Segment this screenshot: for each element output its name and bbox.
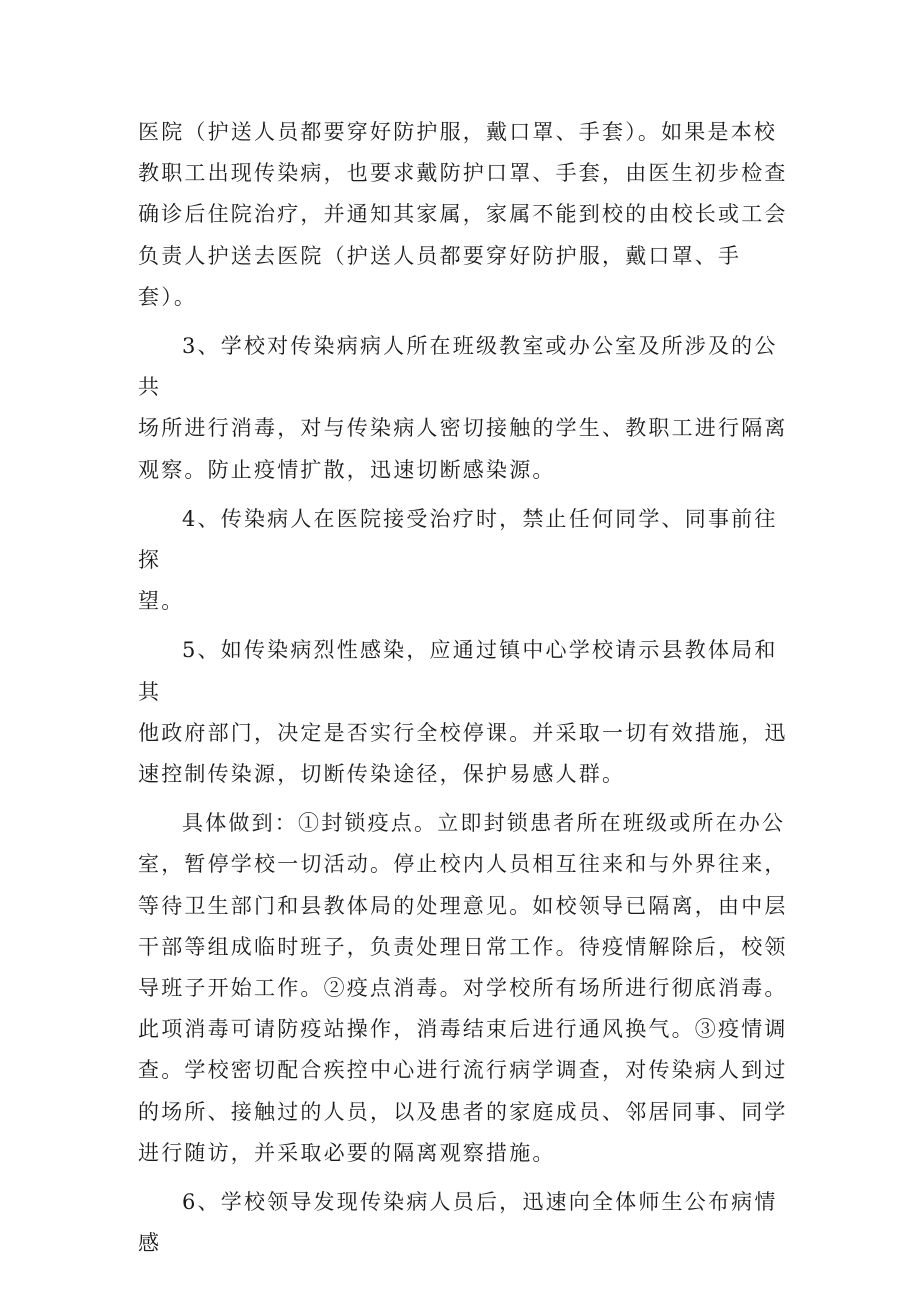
text-line: 确诊后住院治疗，并通知其家属，家属不能到校的由校长或工会 (138, 202, 788, 227)
paragraph-specific-measures (138, 803, 798, 1174)
text-line: 3、学校对传染病病人所在班级教室或办公室及所涉及的公共 (138, 334, 778, 400)
text-line: 他政府部门，决定是否实行全校停课。并采取一切有效措施，迅 (138, 720, 788, 745)
text-line: 4、传染病人在医院接受治疗时，禁止任何同学、同事前往探 (138, 506, 778, 573)
text-line: 场所进行消毒，对与传染病人密切接触的学生、教职工进行隔离 (138, 416, 788, 441)
text-line: 室，暂停学校一切活动。停止校内人员相互往来和与外界往来， (138, 852, 788, 877)
text-line: 观察。防止疫情扩散，迅速切断感染源。 (138, 457, 556, 482)
text-line: 查。学校密切配合疾控中心进行流行病学调查，对传染病人到过 (138, 1058, 788, 1083)
text-line: 的场所、接触过的人员，以及患者的家庭成员、邻居同事、同学 (138, 1099, 788, 1124)
paragraph-item-5 (138, 630, 798, 795)
text-line: 具体做到：①封锁疫点。立即封锁患者所在班级或所在办公 (182, 811, 786, 836)
text-line: 望。 (138, 589, 185, 614)
text-line: 干部等组成临时班子，负责处理日常工作。待疫情解除后，校领 (138, 934, 788, 959)
text-line: 速控制传染源，切断传染途径，保护易感人群。 (138, 762, 626, 787)
paragraph-item-4 (138, 499, 798, 623)
text-line: 负责人护送去医院（护送人员都要穿好防护服，戴口罩、手套）。 (138, 243, 742, 309)
text-line: 等待卫生部门和县教体局的处理意见。如校领导已隔离，由中层 (138, 893, 788, 918)
text-line: 6、学校领导发现传染病人员后，迅速向全体师生公布病情感 (138, 1190, 778, 1256)
text-line: 教职工出现传染病，也要求戴防护口罩、手套，由医生初步检查 (138, 161, 788, 186)
document-body (138, 112, 798, 1264)
text-line: 进行随访，并采取必要的隔离观察措施。 (138, 1140, 556, 1165)
text-line: 5、如传染病烈性感染，应通过镇中心学校请示县教体局和其 (138, 638, 778, 704)
paragraph-1-continuation (138, 112, 798, 318)
text-line: 此项消毒可请防疫站操作，消毒结束后进行通风换气。③疫情调 (138, 1017, 788, 1042)
text-line: 导班子开始工作。②疫点消毒。对学校所有场所进行彻底消毒。 (138, 976, 788, 1001)
text-line: 医院（护送人员都要穿好防护服，戴口罩、手套）。如果是本校 (138, 120, 778, 144)
paragraph-item-6 (138, 1182, 798, 1264)
paragraph-item-3 (138, 326, 798, 491)
